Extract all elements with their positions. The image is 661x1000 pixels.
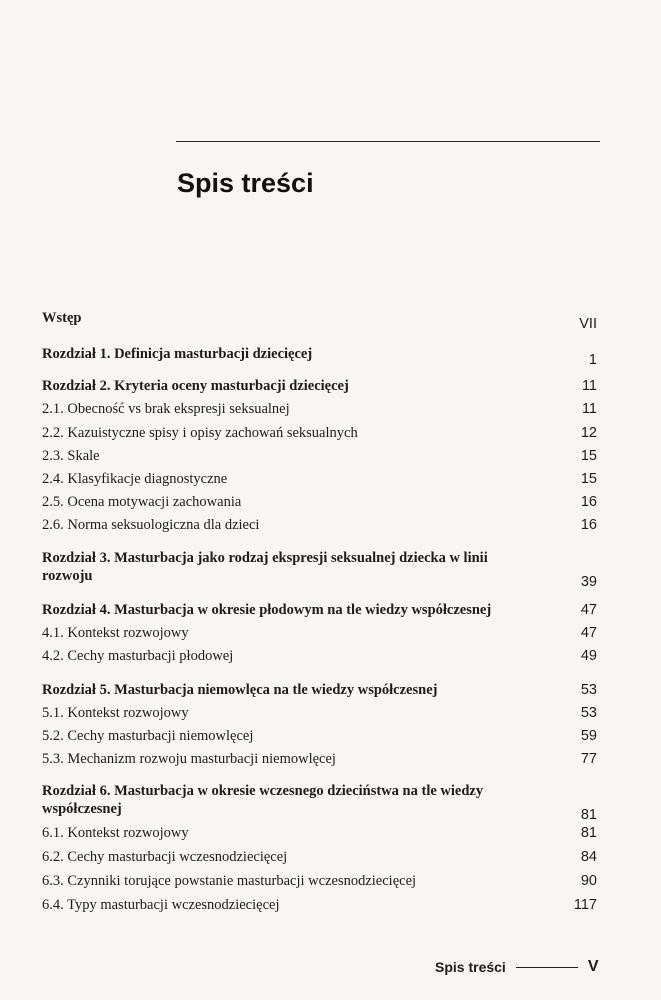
toc-chapter-5 [42, 681, 597, 699]
toc-entry-page: VII [579, 316, 597, 332]
toc-entry-label: 2.6. Norma seksuologiczna dla dzieci [42, 517, 260, 533]
toc-entry-page: 47 [580, 602, 597, 618]
toc-section-2-4 [42, 470, 597, 488]
toc-section-2-1 [42, 400, 597, 418]
toc-entry-page: 81 [580, 825, 597, 841]
toc-entry-label: 4.1. Kontekst rozwojowy [42, 625, 189, 641]
toc-section-6-4 [42, 896, 597, 914]
toc-entry-page: 59 [580, 728, 597, 744]
toc-entry-page: 53 [580, 705, 597, 721]
toc-entry-page: 39 [580, 574, 597, 590]
page-title: Spis treści [177, 168, 314, 198]
toc-entry-label: Rozdział 5. Masturbacja niemowlęca na tle wiedzy współczesnej [42, 682, 438, 698]
toc-entry-label: 2.2. Kazuistyczne spisy i opisy zachowań seksualnych [42, 425, 358, 441]
toc-entry-page: 15 [580, 448, 597, 464]
toc-entry-page: 49 [580, 648, 597, 664]
toc-entry-label: Wstęp [42, 310, 82, 326]
toc-section-2-2 [42, 424, 597, 442]
toc-entry-page: 12 [580, 425, 597, 441]
toc-section-5-1 [42, 704, 597, 722]
footer-rule [516, 967, 578, 968]
toc-entry-label: Rozdział 1. Definicja masturbacji dziecięcej [42, 346, 313, 362]
page-footer [435, 958, 615, 976]
toc-entry-label: 5.2. Cechy masturbacji niemowlęcej [42, 728, 254, 744]
toc-section-2-5 [42, 493, 597, 511]
toc-entry-label: 2.3. Skale [42, 448, 100, 464]
toc-entry-page: 77 [580, 751, 597, 767]
toc-chapter-1 [42, 345, 597, 368]
toc-entry-label: 4.2. Cechy masturbacji płodowej [42, 648, 234, 664]
toc-entry-page: 47 [580, 625, 597, 641]
running-title: Spis treści [435, 959, 506, 975]
toc-entry-label: Rozdział 6. Masturbacja w okresie wczesnego dzieciństwa na tle wiedzy współczesnej [42, 783, 484, 817]
toc-chapter-4 [42, 601, 597, 619]
toc-entry-label: Rozdział 4. Masturbacja w okresie płodowym na tle wiedzy współczesnej [42, 602, 492, 618]
toc-entry-label: 6.4. Typy masturbacji wczesnodziecięcej [42, 897, 280, 913]
toc-entry-page: 90 [580, 873, 597, 889]
toc-entry-label: 2.4. Klasyfikacje diagnostyczne [42, 471, 228, 487]
toc-entry-page: 11 [581, 378, 597, 394]
toc-section-5-2 [42, 727, 597, 745]
toc-section-5-3 [42, 750, 597, 768]
toc-entry-label: 2.5. Ocena motywacji zachowania [42, 494, 242, 510]
toc-chapter-3 [42, 549, 597, 590]
toc-entry-label: 6.2. Cechy masturbacji wczesnodziecięcej [42, 849, 288, 865]
toc-chapter-6 [42, 782, 597, 823]
toc-section-6-1 [42, 824, 597, 842]
toc-entry-label: 6.1. Kontekst rozwojowy [42, 825, 189, 841]
toc-entry-page: 84 [580, 849, 597, 865]
toc-entry-label: Rozdział 2. Kryteria oceny masturbacji dziecięcej [42, 378, 349, 394]
toc-entry-page: 11 [581, 401, 597, 417]
toc-entry-page: 16 [580, 494, 597, 510]
toc-entry-label: 5.1. Kontekst rozwojowy [42, 705, 189, 721]
toc-entry-page: 16 [580, 517, 597, 533]
toc-section-4-2 [42, 647, 597, 665]
toc-section-6-3 [42, 872, 597, 890]
toc-entry-page: 15 [580, 471, 597, 487]
toc-section-2-3 [42, 447, 597, 465]
toc-entry-page: 117 [573, 897, 597, 913]
toc-entry-label: 6.3. Czynniki torujące powstanie masturbacji wczesnodziecięcej [42, 873, 417, 889]
toc-section-4-1 [42, 624, 597, 642]
toc-entry-page: 53 [580, 682, 597, 698]
toc-section-2-6 [42, 516, 597, 534]
toc-chapter-2 [42, 377, 597, 395]
page-number: V [587, 958, 599, 975]
toc-entry-label: 5.3. Mechanizm rozwoju masturbacji niemowlęcej [42, 751, 336, 767]
toc-entry-page: 81 [580, 807, 597, 823]
toc-section-6-2 [42, 848, 597, 866]
toc-entry-page: 1 [588, 352, 597, 368]
toc-entry-intro [42, 309, 597, 332]
toc-entry-label: Rozdział 3. Masturbacja jako rodzaj ekspresji seksualnej dziecka w linii rozwoju [42, 550, 488, 584]
toc-entry-label: 2.1. Obecność vs brak ekspresji seksualnej [42, 401, 290, 417]
